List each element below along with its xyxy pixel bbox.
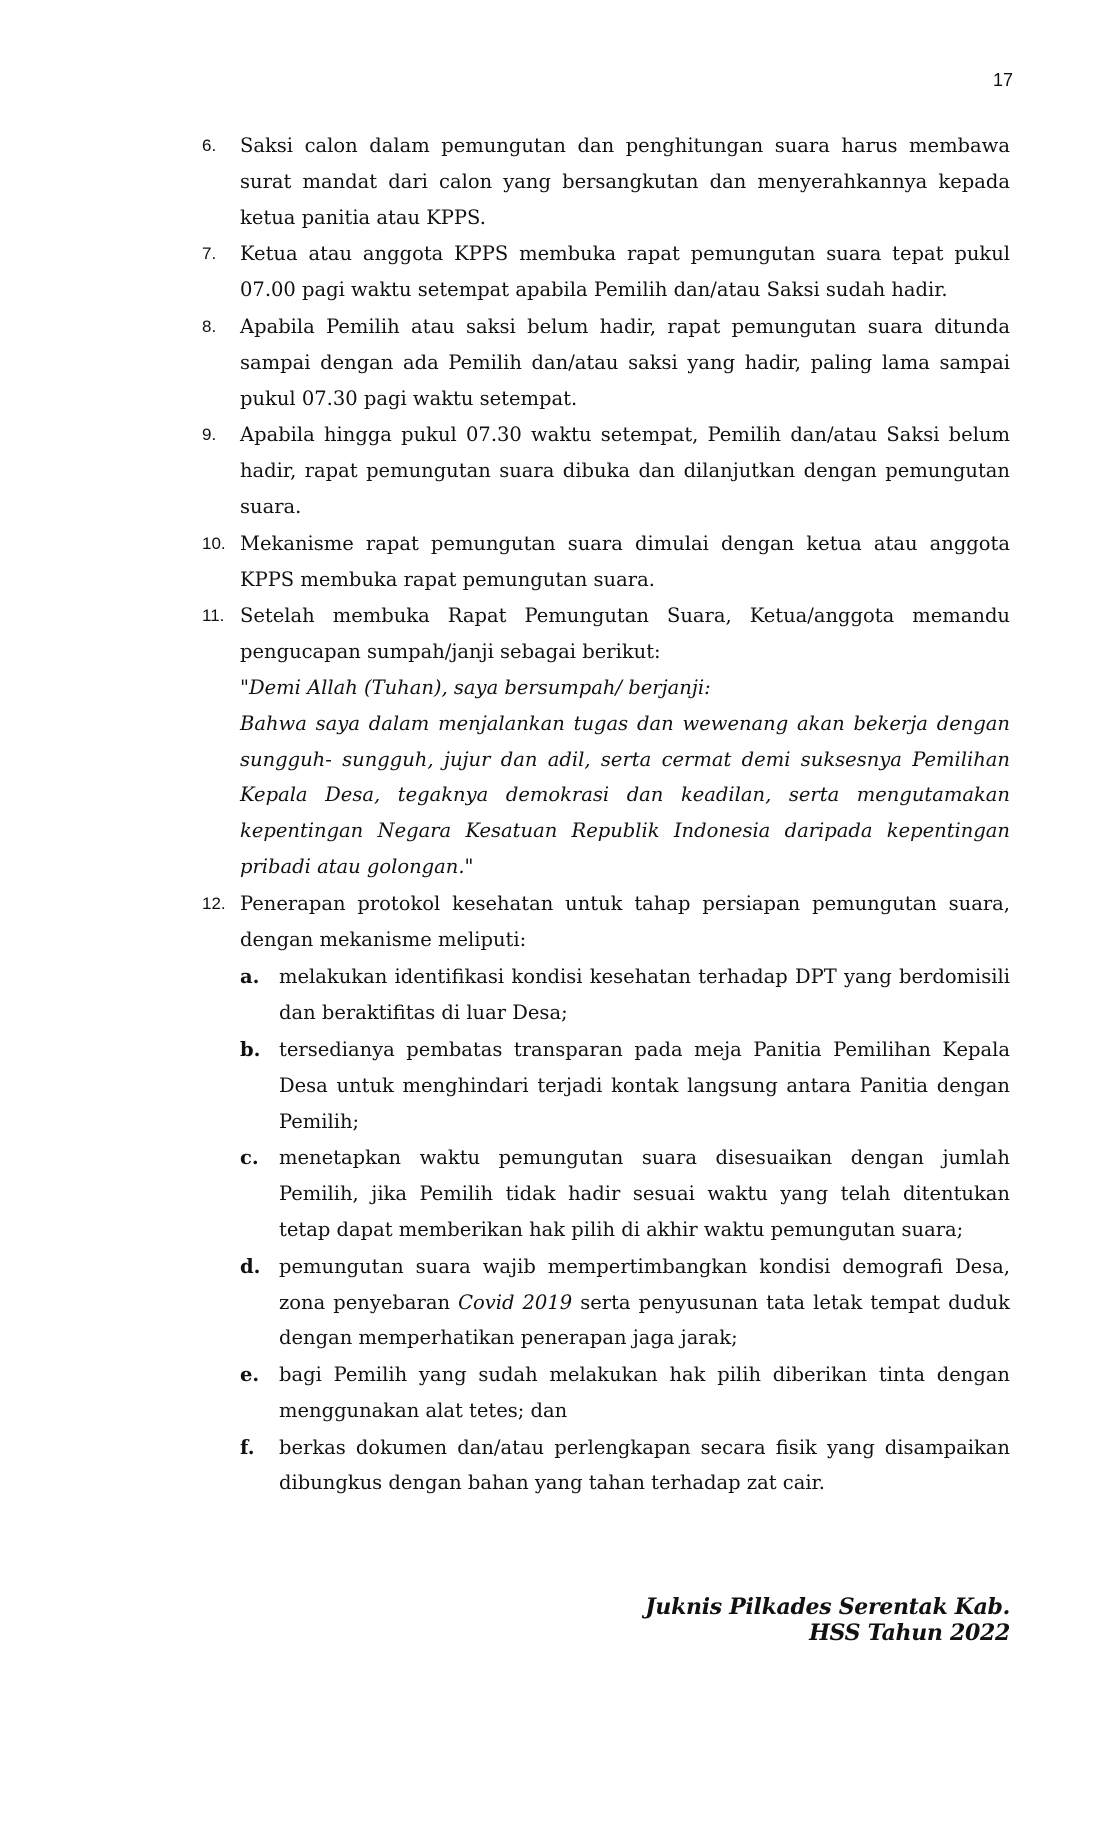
sub-letter: d. [240, 1254, 261, 1278]
list-number: 10. [202, 533, 226, 553]
list-item-8 [202, 309, 1010, 416]
sub-item-f [240, 1430, 1010, 1502]
list-text: Saksi calon dalam pemungutan dan penghitungan suara harus membawa surat mandat dari calon yang bersangkutan dan menyerahkannya kepada ketua panitia atau KPPS. [240, 134, 1010, 229]
sub-text: tersedianya pembatas transparan pada meja Panitia Pemilihan Kepala Desa untuk menghindari terjadi kontak langsung antara Panitia dengan Pemilih; [279, 1037, 1010, 1133]
oath-line-1: "Demi Allah (Tuhan), saya bersumpah/ berjanji: [240, 675, 711, 699]
list-text: Apabila Pemilih atau saksi belum hadir, rapat pemungutan suara ditunda sampai dengan ada Pemilih dan/atau saksi yang hadir, paling lama sampai pukul 07.30 pagi waktu setempat. [240, 314, 1010, 410]
list-number: 7. [202, 244, 217, 264]
list-number: 6. [202, 136, 217, 155]
sub-item-d [240, 1249, 1010, 1356]
sub-list [240, 959, 1010, 1501]
footer-title: Juknis Pilkades Serentak Kab. HSS Tahun 2022 [645, 1594, 1010, 1646]
sub-letter: e. [240, 1363, 260, 1387]
list-text: Apabila hingga pukul 07.30 waktu setempat, Pemilih dan/atau Saksi belum hadir, rapat pemungutan suara dibuka dan dilanjutkan dengan pemungutan suara. [240, 423, 1010, 518]
sub-text: menetapkan waktu pemungutan suara disesuaikan dengan jumlah Pemilih, jika Pemilih tidak hadir sesuai waktu yang telah ditentukan tetap dapat memberikan hak pilih di akhir waktu pemungutan suara; [279, 1146, 1010, 1241]
sub-item-e [240, 1357, 1010, 1429]
list-item-12 [202, 886, 1010, 1502]
oath-body: Bahwa saya dalam menjalankan tugas dan wewenang akan bekerja dengan sungguh- sungguh, jujur dan adil, serta cermat demi suksesnya Pemilihan Kepala Desa, tegaknya demokrasi dan keadilan, serta mengutamakan kepentingan Negara Kesatuan Republik Indonesia daripada kepentingan pribadi atau golongan." [240, 711, 1010, 878]
sub-item-b [240, 1032, 1010, 1139]
sub-text-before: pemungutan suara wajib mempertimbangkan kondisi demografi Desa, zona penyebaran [279, 1254, 1010, 1314]
list-text: Setelah membuka Rapat Pemungutan Suara, Ketua/anggota memandu pengucapan sumpah/janji sebagai berikut: [240, 604, 1010, 664]
sub-text: melakukan identifikasi kondisi kesehatan terhadap DPT yang berdomisili dan beraktifitas di luar Desa; [279, 965, 1010, 1025]
document-body [202, 128, 1010, 1502]
list-item-10 [202, 526, 1010, 598]
list-item-7 [202, 236, 1010, 308]
list-text: Mekanisme rapat pemungutan suara dimulai dengan ketua atau anggota KPPS membuka rapat pemungutan suara. [240, 531, 1010, 591]
sub-letter: a. [240, 965, 260, 989]
sub-text-italic: Covid 2019 [458, 1290, 573, 1314]
list-number: 12. [202, 893, 226, 913]
list-number: 8. [202, 316, 217, 336]
sub-letter: b. [240, 1037, 261, 1061]
sub-text-after: serta penyusunan tata letak tempat duduk dengan memperhatikan penerapan jaga jarak; [279, 1290, 1010, 1350]
sub-item-c [240, 1140, 1010, 1247]
sub-letter: f. [240, 1435, 255, 1459]
list-text: Penerapan protokol kesehatan untuk tahap persiapan pemungutan suara, dengan mekanisme meliputi: [240, 891, 1010, 951]
list-number: 11. [202, 606, 225, 626]
list-number: 9. [202, 425, 217, 445]
list-item-9 [202, 417, 1010, 524]
sub-text: bagi Pemilih yang sudah melakukan hak pilih diberikan tinta dengan menggunakan alat tetes; dan [279, 1363, 1010, 1422]
list-text: Ketua atau anggota KPPS membuka rapat pemungutan suara tepat pukul 07.00 pagi waktu setempat apabila Pemilih dan/atau Saksi sudah hadir. [240, 242, 1010, 302]
list-item-11 [202, 598, 1010, 884]
list-item-6 [202, 128, 1010, 235]
sub-item-a [240, 959, 1010, 1031]
page-number: 17 [993, 70, 1014, 90]
sub-text: berkas dokumen dan/atau perlengkapan secara fisik yang disampaikan dibungkus dengan bahan yang tahan terhadap zat cair. [279, 1435, 1010, 1495]
sub-letter: c. [240, 1146, 259, 1170]
